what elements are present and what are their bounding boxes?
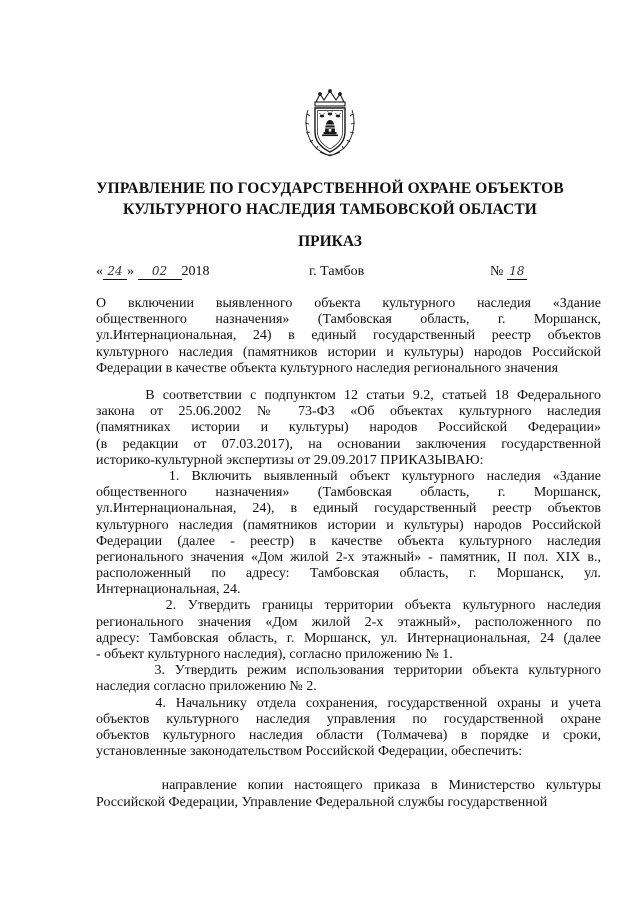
organization-title-line-2: КУЛЬТУРНОГО НАСЛЕДИЯ ТАМБОВСКОЙ ОБЛАСТИ (123, 201, 537, 218)
order-body (96, 388, 601, 811)
body-line: Федерации (далее - реестр) в качестве объекта культурного наследия (96, 533, 601, 549)
body-line: направление копии настоящего приказа в Министерство культуры (96, 778, 601, 794)
body-line: объектов культурного наследия управления по государственной охране (96, 711, 601, 727)
body-line: наследия согласно приложению № 2. (96, 679, 317, 695)
document-type-heading: ПРИКАЗ (298, 233, 362, 250)
subject-line: ул.Интернациональная, 24) в единый государственный реестр объектов (96, 328, 601, 344)
body-line: (памятниках истории и культуры) народов Российской Федерации» (96, 420, 601, 436)
body-line: 1. Включить выявленный объект культурного наследия «Здание (96, 468, 601, 484)
date-number-row (96, 262, 564, 282)
date-open-quote: « (96, 264, 103, 279)
body-line: регионального значения «Дом жилой 2-х этажный» - памятник, II пол. XIX в., (96, 549, 601, 565)
date-year: 2018 (181, 264, 210, 279)
body-line: культурного наследия (памятников истории и культуры) народов Российской (96, 517, 601, 533)
body-line: В соответствии с подпунктом 12 статьи 9.2, статьей 18 Федерального (96, 388, 601, 403)
number-sign: № (490, 264, 504, 279)
body-line: регионального значения «Дом жилой 2-х этажный», расположенного по (96, 614, 601, 630)
body-line: 2. Утвердить границы территории объекта культурного наследия (96, 598, 601, 614)
date-close-quote: » (127, 264, 134, 279)
subject-line: О включении выявленного объекта культурного наследия «Здание (96, 296, 601, 311)
body-line: 4. Начальнику отдела сохранения, государственной охраны и учета (96, 695, 601, 711)
body-line: историко-культурной экспертизы от 29.09.2017 ПРИКАЗЫВАЮ: (96, 452, 484, 468)
body-line: объектов культурного наследия области (Толмачева) в порядке и сроки, (96, 727, 601, 743)
body-line: Российской Федерации, Управление Федеральной службы государственной (96, 794, 548, 810)
document-number (490, 262, 527, 282)
order-subject (96, 296, 601, 377)
body-line: общественного назначения» (Тамбовская область, г. Моршанск, (96, 485, 601, 501)
body-line: расположенный по адресу: Тамбовская область, г. Моршанск, ул. (96, 566, 601, 582)
organization-title-line-1: УПРАВЛЕНИЕ ПО ГОСУДАРСТВЕННОЙ ОХРАНЕ ОБЪЕКТОВ (96, 180, 564, 197)
coat-of-arms-icon (302, 88, 358, 158)
body-line: - объект культурного наследия), согласно приложению № 1. (96, 647, 453, 662)
body-line: установленные законодательством Российской Федерации, обеспечить: (96, 744, 523, 760)
handwritten-month: 02 (138, 264, 182, 280)
body-line: (в редакции от 07.03.2017), на основании заключения государственной (96, 436, 601, 452)
body-line: ул.Интернациональная, 24), в единый государственный реестр объектов (96, 501, 601, 517)
subject-line: Федерации в качестве объекта культурного наследия регионального значения (96, 360, 559, 376)
body-line: закона от 25.06.2002 № 73-ФЗ «Об объектах культурного наследия (96, 404, 601, 420)
subject-line: культурного наследия (памятников истории и культуры) народов Российской (96, 344, 601, 360)
body-line: Интернациональная, 24. (96, 582, 241, 598)
paragraph-gap (96, 760, 601, 778)
document-date (96, 262, 210, 282)
handwritten-number: 18 (507, 264, 527, 280)
body-line: адресу: Тамбовская область, г. Моршанск, ул. Интернациональная, 24 (далее (96, 630, 601, 646)
handwritten-day: 24 (103, 264, 127, 280)
body-line: 3. Утвердить режим использования территории объекта культурного (96, 663, 601, 679)
document-city: г. Тамбов (309, 264, 365, 279)
subject-line: общественного назначения» (Тамбовская область, г. Моршанск, (96, 312, 601, 328)
organization-title (60, 178, 600, 220)
